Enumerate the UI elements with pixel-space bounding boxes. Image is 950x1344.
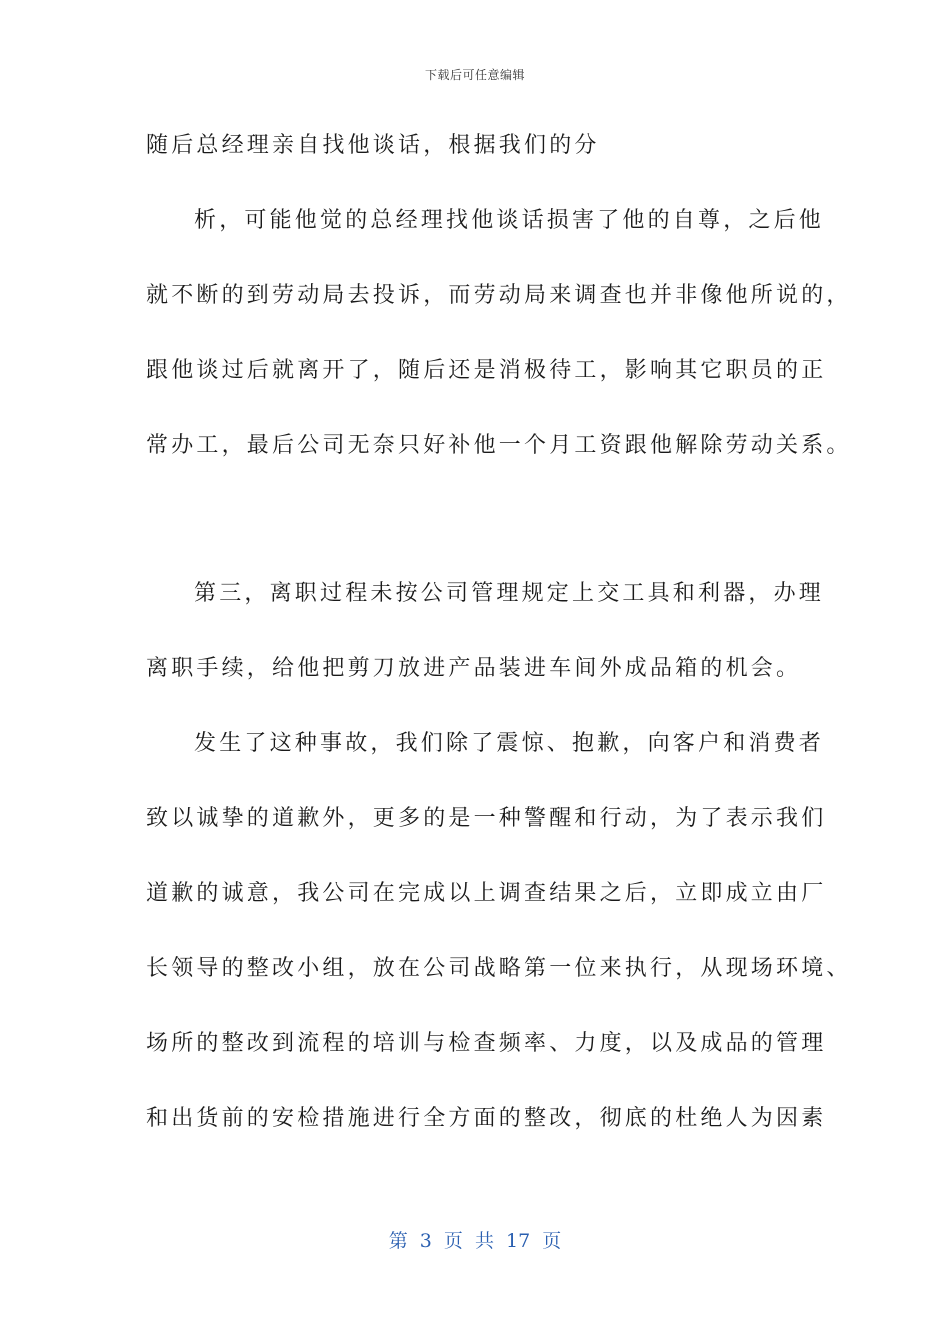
text-line: 致以诚挚的道歉外，更多的是一种警醒和行动，为了表示我们 [146, 806, 827, 831]
text-line: 和出货前的安检措施进行全方面的整改，彻底的杜绝人为因素 [146, 1106, 827, 1131]
text-line: 长领导的整改小组，放在公司战略第一位来执行，从现场环境、 [146, 956, 852, 981]
text-line: 析，可能他觉的总经理找他谈话损害了他的自尊，之后他 [194, 208, 825, 233]
document-body [146, 0, 852, 1200]
text-line: 常办工，最后公司无奈只好补他一个月工资跟他解除劳动关系。 [146, 433, 852, 458]
text-line: 离职手续，给他把剪刀放进产品装进车间外成品箱的机会。 [146, 656, 802, 681]
text-line: 第三，离职过程未按公司管理规定上交工具和利器，办理 [194, 581, 825, 606]
text-line: 发生了这种事故，我们除了震惊、抱歉，向客户和消费者 [194, 731, 825, 756]
text-line: 就不断的到劳动局去投诉，而劳动局来调查也并非像他所说的， [146, 283, 852, 308]
text-line: 跟他谈过后就离开了，随后还是消极待工，影响其它职员的正 [146, 358, 827, 383]
page-header-note: 下载后可任意编辑 [424, 68, 525, 82]
page-number-footer: 第 3 页 共 17 页 [388, 1230, 562, 1252]
text-line: 道歉的诚意，我公司在完成以上调查结果之后，立即成立由厂 [146, 881, 827, 906]
text-line: 随后总经理亲自找他谈话，根据我们的分 [146, 133, 600, 158]
text-line: 场所的整改到流程的培训与检查频率、力度，以及成品的管理 [146, 1031, 827, 1056]
